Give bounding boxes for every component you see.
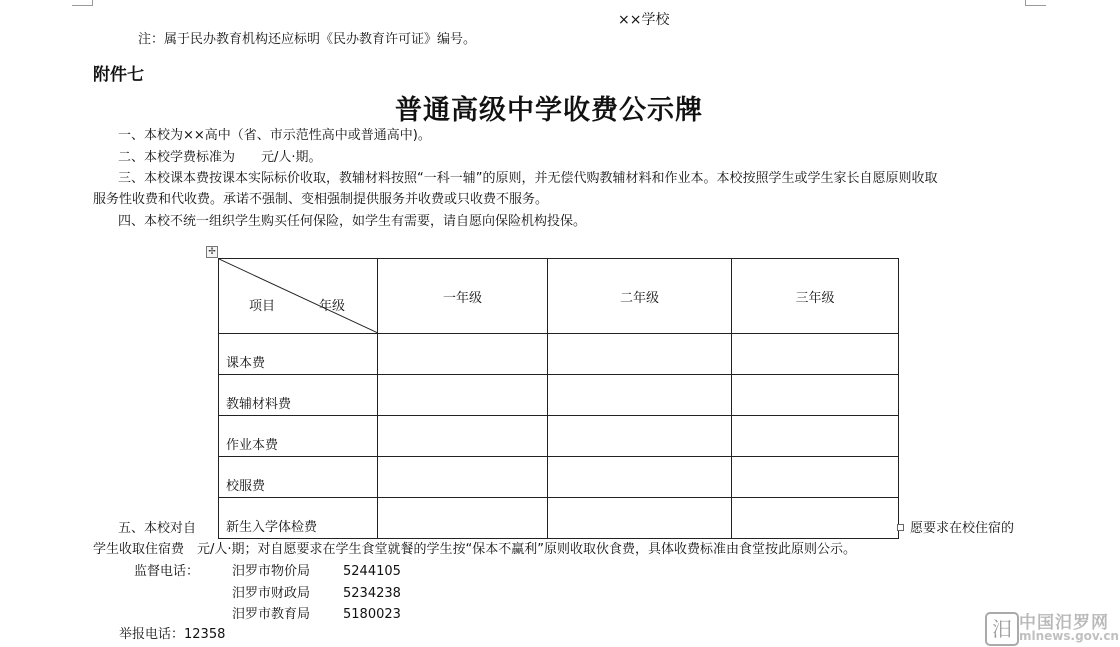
grade-header: 一年级 [378,259,548,334]
fee-cell[interactable] [378,416,548,457]
fee-cell[interactable] [378,498,548,539]
fee-item-label: 教辅材料费 [219,375,378,416]
table-row [219,416,899,457]
table-move-handle-icon[interactable]: ✢ [206,246,218,258]
paragraph-5a: 五、本校对自 [118,521,197,536]
crop-mark-left [72,0,93,6]
fee-item-label: 作业本费 [219,416,378,457]
supervision-label: 监督电话： [134,564,200,579]
corner-grade-label: 年级 [319,299,346,314]
fee-cell[interactable] [548,375,732,416]
fee-table [218,258,899,539]
header-school: ××学校 [618,12,670,28]
fee-cell[interactable] [732,416,899,457]
paragraph-2: 二、本校学费标准为 元/人·期。 [118,150,322,165]
paragraph-3b: 服务性收费和代收费。承诺不强制、变相强制提供服务并收费或只收费不服务。 [93,192,549,207]
fee-cell[interactable] [548,334,732,375]
table-row [219,375,899,416]
table-resize-handle[interactable] [897,524,904,531]
supervision-phone: 5244105 [343,564,401,579]
table-row [219,498,899,539]
fee-cell[interactable] [378,334,548,375]
supervision-phone: 5234238 [343,586,401,601]
fee-cell[interactable] [548,498,732,539]
supervision-org: 汨罗市教育局 [232,607,311,622]
paragraph-1: 一、本校为××高中（省、市示范性高中或普通高中)。 [118,128,431,143]
fee-cell[interactable] [378,457,548,498]
supervision-org: 汨罗市财政局 [232,586,311,601]
page-title: 普通高级中学收费公示牌 [395,95,703,126]
attachment-label: 附件七 [93,65,144,85]
diagonal-corner-cell [219,259,378,334]
paragraph-4: 四、本校不统一组织学生购买任何保险，如学生有需要，请自愿向保险机构投保。 [118,214,587,229]
table-header-row [219,259,899,334]
watermark-logo-icon: 汨 [985,612,1019,646]
fee-cell[interactable] [732,375,899,416]
fee-cell[interactable] [378,375,548,416]
note-text: 注：属于民办教育机构还应标明《民办教育许可证》编号。 [138,32,477,47]
crop-mark-right [1025,0,1046,6]
fee-item-label: 新生入学体检费 [219,498,378,539]
table-row [219,334,899,375]
watermark [985,608,1117,646]
grade-header: 二年级 [548,259,732,334]
diagonal-line [219,259,378,333]
fee-cell[interactable] [548,457,732,498]
supervision-phone: 5180023 [343,607,401,622]
fee-cell[interactable] [548,416,732,457]
watermark-url: mlnews.gov.cn [1019,629,1119,643]
fee-item-label: 校服费 [219,457,378,498]
paragraph-3a: 三、本校课本费按课本实际标价收取，教辅材料按照“一科一辅”的原则，并无偿代购教辅材料和作业本。本校按照学生或学生家长自愿原则收取 [118,171,938,186]
fee-cell[interactable] [732,334,899,375]
grade-header: 三年级 [732,259,899,334]
fee-cell[interactable] [732,457,899,498]
corner-item-label: 项目 [249,299,276,314]
paragraph-5c: 学生收取住宿费 元/人·期；对自愿要求在学生食堂就餐的学生按“保本不赢利”原则收取伙食费，具体收费标准由食堂按此原则公示。 [93,542,856,557]
report-phone: 举报电话：12358 [119,627,226,642]
watermark-name: 中国汨罗网 [1019,613,1109,633]
table-row [219,457,899,498]
fee-item-label: 课本费 [219,334,378,375]
paragraph-5b: 愿要求在校住宿的 [910,521,1015,536]
fee-cell[interactable] [732,498,899,539]
supervision-org: 汨罗市物价局 [232,564,311,579]
